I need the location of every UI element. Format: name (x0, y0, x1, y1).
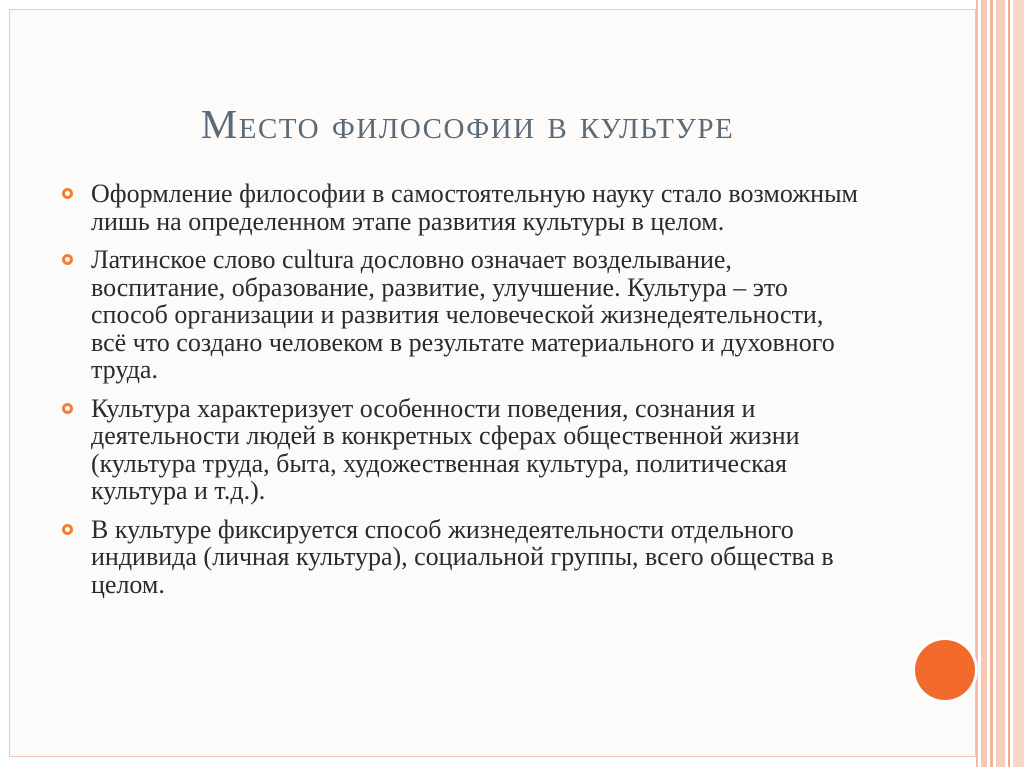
slide-title: Место философии в культуре (200, 101, 735, 147)
orange-circle-icon (915, 640, 975, 700)
bullet-item (62, 395, 862, 505)
stripe (996, 0, 1005, 767)
stripe (990, 0, 993, 767)
bullet-text: Латинское слово cultura дословно означает возделывание, воспитание, образование, развитие, улучшение. Культура – это способ организации и развития человеческой жизнедеятельности, всё что создано человеком в результате материального и духовного труда. (91, 245, 835, 384)
stripe (1008, 0, 1010, 767)
bullet-list (62, 180, 862, 609)
bullet-item (62, 246, 862, 384)
stripe (976, 0, 978, 767)
stripe (981, 0, 987, 767)
ring-bullet-icon (62, 254, 73, 265)
ring-bullet-icon (62, 188, 73, 199)
bullet-text: В культуре фиксируется способ жизнедеятельности отдельного индивида (личная культура), социальной группы, всего общества в целом. (91, 514, 834, 599)
bullet-item (62, 516, 862, 599)
bullet-text: Оформление философии в самостоятельную науку стало возможным лишь на определенном этапе развития культуры в целом. (91, 179, 858, 236)
ring-bullet-icon (62, 524, 73, 535)
bullet-item (62, 180, 862, 235)
bullet-text: Культура характеризует особенности поведения, сознания и деятельности людей в конкретных сферах общественной жизни (культура труда, быта, художественная культура, политическая культура и т.д.). (91, 393, 800, 505)
stripe (1013, 0, 1024, 767)
ring-bullet-icon (62, 403, 73, 414)
decorative-side-stripes (976, 0, 1024, 767)
